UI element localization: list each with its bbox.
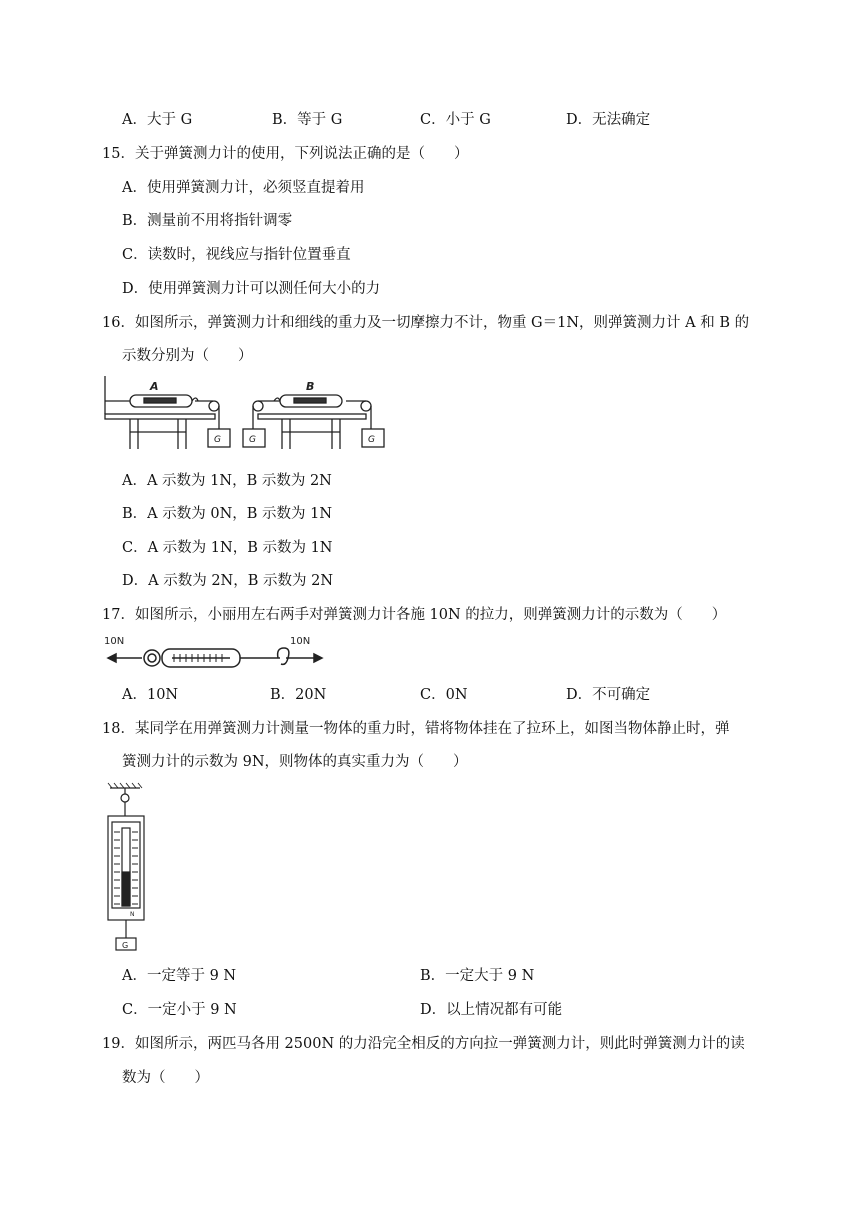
q17-option-d: D．不可确定 [566, 687, 651, 703]
q16-option-d: D．A 示数为 2N，B 示数为 2N [122, 573, 334, 589]
q18-stem-line1: 18．某同学在用弹簧测力计测量一物体的重力时，错将物体挂在了拉环上，如图当物体静止时，弹 [102, 721, 730, 737]
q18-figure [100, 782, 160, 952]
q19-stem-line1: 19．如图所示，两匹马各用 2500N 的力沿完全相反的方向拉一弹簧测力计，则此时弹簧测力计的读 [102, 1036, 745, 1052]
q17-right-force-label: 10N [290, 636, 311, 647]
q16-label-b: B [306, 380, 315, 393]
q15-option-d: D．使用弹簧测力计可以测任何大小的力 [122, 281, 381, 297]
q14-option-a: A．大于 G [122, 112, 193, 128]
q14-option-c: C．小于 G [420, 112, 491, 128]
q17-figure [100, 632, 330, 676]
q16-weight-label-2: G [249, 435, 256, 445]
q17-option-a: A．10N [122, 687, 179, 703]
q18-weight-label: G [122, 941, 129, 950]
q17-stem: 17．如图所示，小丽用左右两手对弹簧测力计各施 10N 的拉力，则弹簧测力计的示数为（ ） [102, 607, 727, 623]
q17-option-c: C．0N [420, 687, 468, 703]
q16-figure [100, 374, 390, 454]
q18-stem-line2: 簧测力计的示数为 9N，则物体的真实重力为（ ） [122, 754, 468, 770]
q17-option-b: B．20N [270, 687, 327, 703]
q15-option-c: C．读数时，视线应与指针位置垂直 [122, 247, 351, 263]
q16-option-c: C．A 示数为 1N，B 示数为 1N [122, 540, 333, 556]
q17-left-force-label: 10N [104, 636, 125, 647]
q18-option-a: A．一定等于 9 N [122, 968, 237, 984]
q16-option-a: A．A 示数为 1N，B 示数为 2N [122, 473, 332, 489]
q16-option-b: B．A 示数为 0N，B 示数为 1N [122, 506, 333, 522]
q15-option-b: B．测量前不用将指针调零 [122, 213, 293, 229]
q16-weight-label-3: G [368, 435, 375, 445]
q16-label-a: A [150, 380, 159, 393]
q15-option-a: A．使用弹簧测力计，必须竖直提着用 [122, 180, 365, 196]
q18-option-d: D．以上情况都有可能 [420, 1002, 563, 1018]
q16-weight-label-1: G [214, 435, 221, 445]
q18-option-c: C．一定小于 9 N [122, 1002, 237, 1018]
q15-stem: 15．关于弹簧测力计的使用，下列说法正确的是（ ） [102, 146, 469, 162]
q16-stem-line1: 16．如图所示，弹簧测力计和细线的重力及一切摩擦力不计，物重 G＝1N，则弹簧测力计 A 和 B 的 [102, 315, 750, 331]
q18-unit-label: N [130, 911, 135, 918]
q19-stem-line2: 数为（ ） [122, 1070, 209, 1086]
q14-option-d: D．无法确定 [566, 112, 651, 128]
q16-stem-line2: 示数分别为（ ） [122, 348, 253, 364]
q18-option-b: B．一定大于 9 N [420, 968, 535, 984]
q14-option-b: B．等于 G [272, 112, 343, 128]
